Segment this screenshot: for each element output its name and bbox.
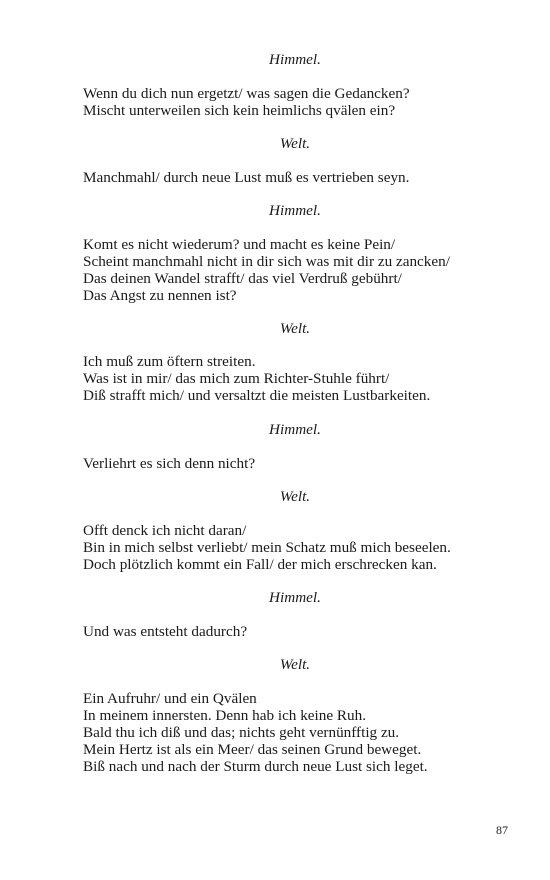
speaker-heading: Welt. [279,320,311,337]
verse-line: Manchmahl/ durch neue Lust muß es vertrieben seyn. [83,169,410,186]
verse-line: Mischt unterweilen sich kein heimlichs qvälen ein? [83,102,396,119]
verse-line: Biß nach und nach der Sturm durch neue Lust sich leget. [83,758,428,775]
verse-line: Das deinen Wandel strafft/ das viel Verdruß gebührt/ [83,270,402,287]
verse-block [83,236,450,304]
verse-line: Diß strafft mich/ und versaltzt die meisten Lustbarkeiten. [83,387,431,404]
verse-line: Ich muß zum öftern streiten. [83,353,256,370]
speaker-heading: Himmel. [269,421,321,438]
verse-line: Wenn du dich nun ergetzt/ was sagen die Gedancken? [83,85,410,102]
verse-line: Doch plötzlich kommt ein Fall/ der mich erschrecken kan. [83,556,437,573]
verse-block [83,353,430,404]
verse-block [83,690,428,775]
verse-line: Scheint manchmahl nicht in dir sich was mit dir zu zancken/ [83,253,450,270]
verse-line: In meinem innersten. Denn hab ich keine Ruh. [83,707,367,724]
speaker-heading: Welt. [279,135,311,152]
speaker-heading: Himmel. [269,202,321,219]
verse-line: Mein Hertz ist als ein Meer/ das seinen Grund beweget. [83,741,422,758]
page-number: 87 [496,823,508,837]
verse-block [83,522,451,573]
speaker-heading: Welt. [279,656,311,673]
speaker-heading: Himmel. [269,51,321,68]
verse-line: Ein Aufruhr/ und ein Qvälen [83,690,257,707]
verse-line: Und was entsteht dadurch? [83,623,248,640]
verse-block [83,169,409,186]
verse-block [83,455,255,472]
verse-line: Komt es nicht wiederum? und macht es keine Pein/ [83,236,396,253]
verse-block [83,623,247,640]
verse-block [83,85,410,119]
verse-line: Bin in mich selbst verliebt/ mein Schatz muß mich beseelen. [83,539,451,556]
verse-line: Bald thu ich diß und das; nichts geht vernünfftig zu. [83,724,400,741]
speaker-heading: Welt. [279,488,311,505]
speaker-heading: Himmel. [269,589,321,606]
verse-line: Verliehrt es sich denn nicht? [83,455,256,472]
verse-line: Offt denck ich nicht daran/ [83,522,247,539]
verse-line: Was ist in mir/ das mich zum Richter-Stuhle führt/ [83,370,390,387]
verse-line: Das Angst zu nennen ist? [83,287,237,304]
